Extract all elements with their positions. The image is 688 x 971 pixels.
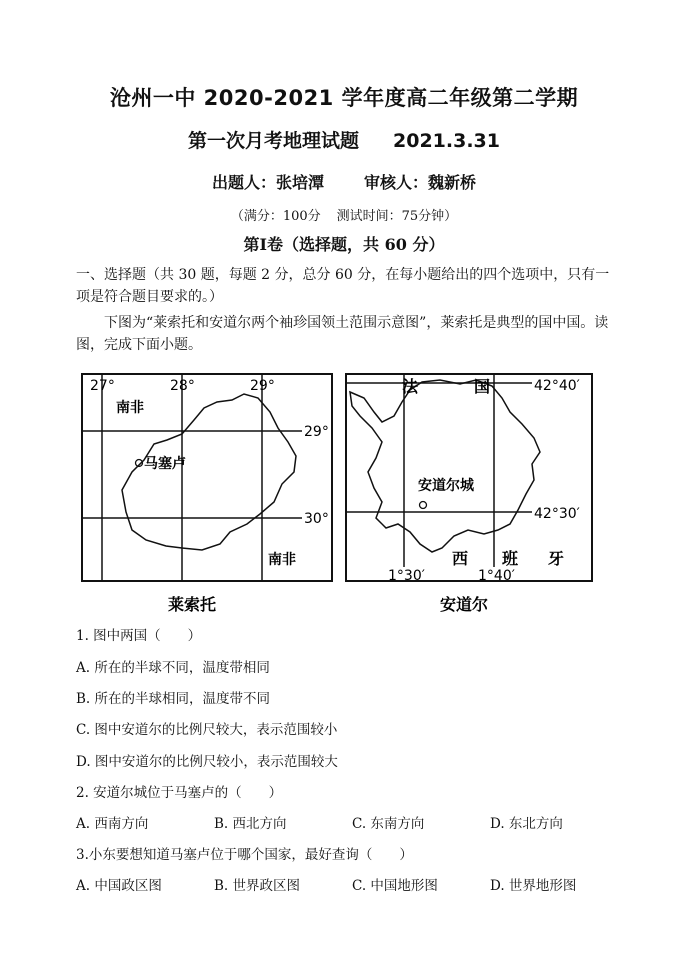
question-2-option-c: C. 东南方向: [352, 816, 425, 832]
lesotho-border: [122, 394, 296, 550]
andorra-border: [350, 380, 540, 552]
map-figure: [82, 372, 580, 622]
lesotho-map: [82, 374, 332, 614]
lat-label-42-30: 42°30′: [534, 506, 580, 522]
neighbor-south-africa-top: 南非: [116, 400, 144, 416]
question-2-stem: 2. 安道尔城位于马塞卢的（ ）: [76, 785, 283, 801]
full-score: （满分：100分: [230, 209, 321, 224]
section-title: 第Ⅰ卷（选择题，共 60 分）: [243, 235, 445, 254]
question-3-stem: 3.小东要想知道马塞卢位于哪个国家，最好查询（ ）: [76, 847, 413, 863]
lesotho-caption: 莱索托: [168, 595, 217, 614]
question-3-options: [76, 874, 576, 894]
question-3-option-d: D. 世界地形图: [490, 878, 577, 894]
lat-label-42-40: 42°40′: [534, 378, 580, 394]
exam-title-line1: 沧州一中 2020-2021 学年度高二年级第二学期: [109, 86, 579, 110]
question-1-option-c: C. 图中安道尔的比例尺较大，表示范围较小: [76, 722, 338, 738]
neighbor-spain-1: 西: [452, 549, 469, 568]
score-time-line: [0, 205, 688, 224]
question-1-option-a: A. 所在的半球不同，温度带相同: [76, 660, 270, 676]
exam-title-line2: [0, 126, 688, 153]
authors-line: [0, 170, 688, 193]
exam-date: 2021.3.31: [393, 130, 500, 152]
andorra-map: [346, 374, 592, 614]
neighbor-spain-2: 班: [502, 549, 519, 568]
neighbor-spain-3: 牙: [548, 549, 565, 568]
exam-subject-title: 第一次月考地理试题: [188, 130, 360, 152]
neighbor-france-1: 法: [402, 377, 419, 396]
capital-andorra-la-vella: 安道尔城: [418, 478, 474, 494]
question-2-option-a: A. 西南方向: [76, 816, 149, 832]
lat-label-30: 30°: [304, 511, 329, 527]
question-3-option-a: A. 中国政区图: [76, 878, 162, 894]
setter: 出题人：张培潭: [211, 173, 324, 192]
andorra-caption: 安道尔: [440, 595, 489, 614]
question-lead: 下图为“莱索托和安道尔两个袖珍国领土范围示意图”，莱索托是典型的国中国。读图，完成下面小题。: [76, 315, 609, 353]
lon-label-29: 29°: [250, 378, 275, 394]
neighbor-france-2: 国: [474, 377, 491, 396]
question-2-option-d: D. 东北方向: [490, 816, 563, 832]
lon-label-28: 28°: [170, 378, 195, 394]
question-2-option-b: B. 西北方向: [214, 816, 287, 832]
question-3-option-b: B. 世界政区图: [214, 878, 301, 894]
question-1-option-b: B. 所在的半球相同，温度带不同: [76, 691, 271, 707]
question-2-options: [76, 812, 563, 832]
section-instructions: 一、选择题（共 30 题，每题 2 分，总分 60 分，在每小题给出的四个选项中，只有一项是符合题目要求的。）: [76, 267, 610, 305]
lon-label-27: 27°: [90, 378, 115, 394]
test-time: 测试时间：75分钟）: [336, 209, 458, 224]
neighbor-south-africa-bottom: 南非: [268, 552, 296, 568]
question-1-option-d: D. 图中安道尔的比例尺较小，表示范围较大: [76, 754, 338, 770]
question-1-stem: 1. 图中两国（ ）: [76, 628, 202, 644]
lat-label-29: 29°: [304, 424, 329, 440]
lon-label-1-40: 1°40′: [478, 568, 515, 584]
reviewer: 审核人：魏新桥: [364, 173, 477, 192]
lon-label-1-30: 1°30′: [388, 568, 425, 584]
question-3-option-c: C. 中国地形图: [352, 878, 438, 894]
capital-maseru: 马塞卢: [144, 456, 186, 472]
andorra-la-vella-point: [420, 502, 427, 509]
